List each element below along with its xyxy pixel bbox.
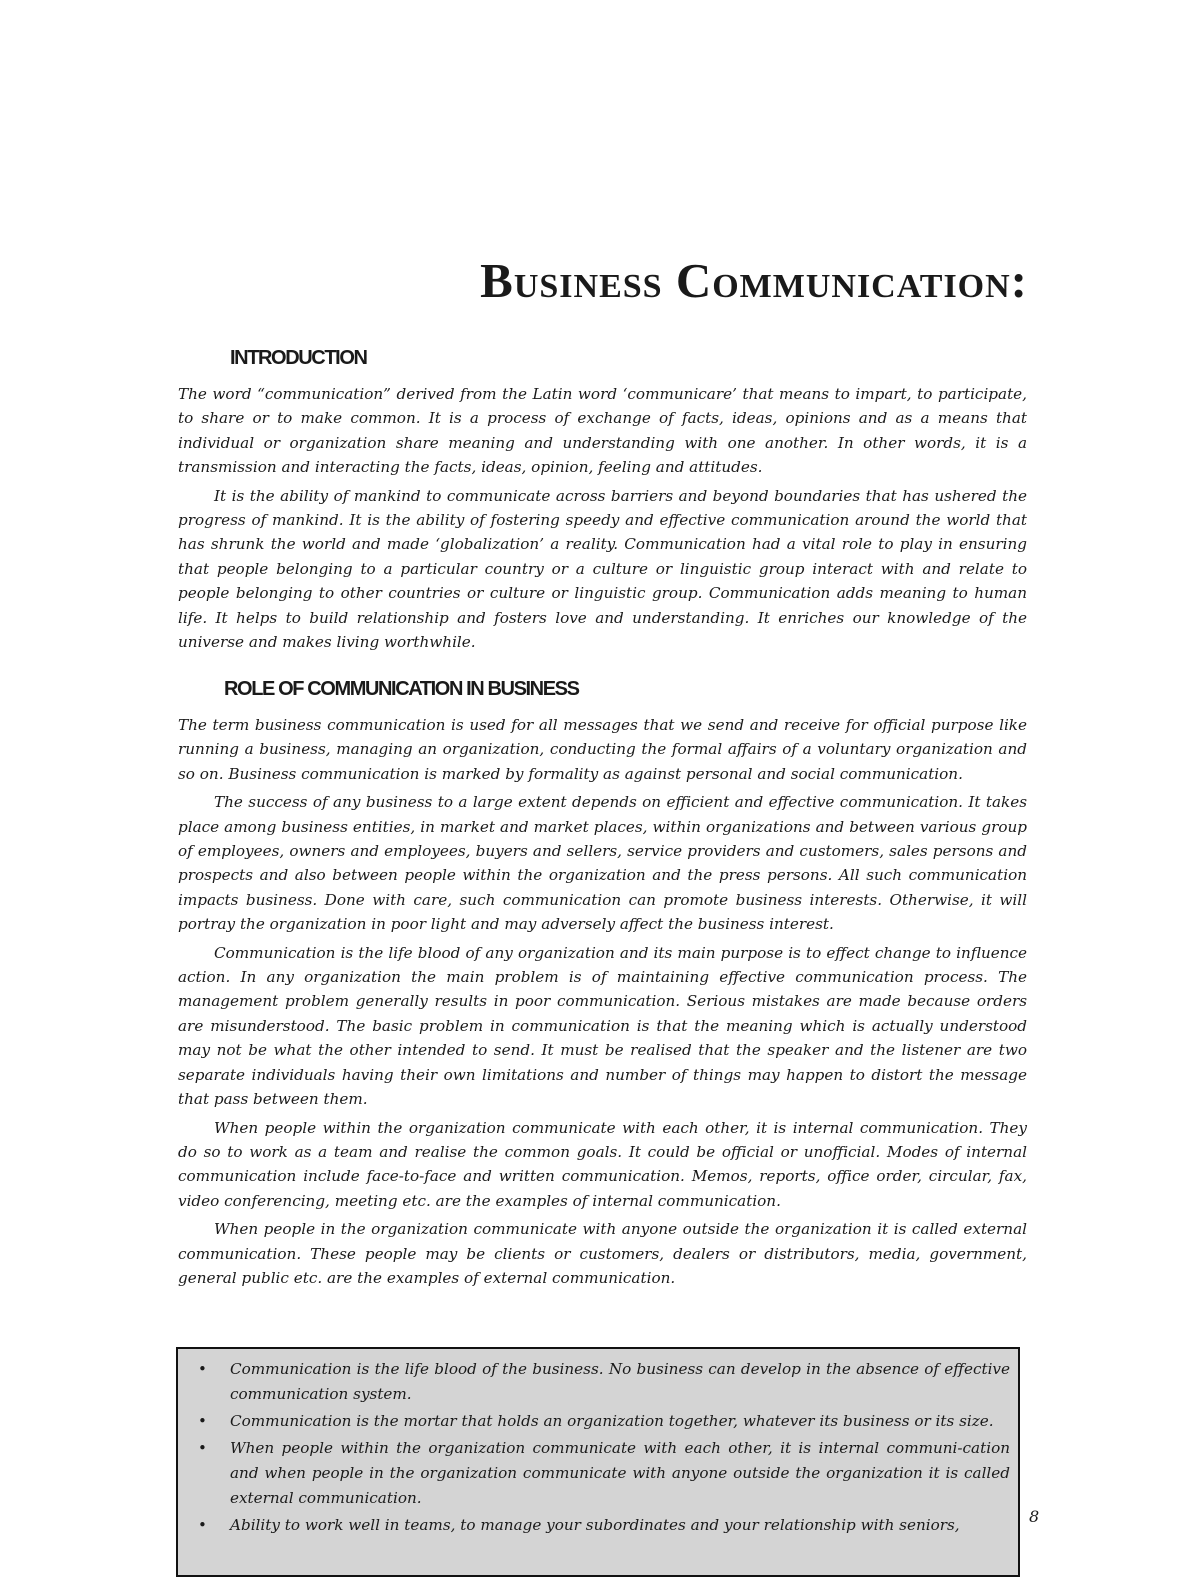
bullet-icon: •	[198, 1516, 207, 1534]
paragraph: It is the ability of mankind to communicate across barriers and beyond boundaries that has ushered the progress of mankind. It is the ability of fostering speedy and effective communication around the world that has shrunk the world and made ‘globalization’ a reality. Communication had a vital role to play in ensuring that people belonging to a particular country or a culture or linguistic group interact with and relate to people belonging to other countries or culture or linguistic group. Communication adds meaning to human life. It helps to build relationship and fosters love and understanding. It enriches our knowledge of the universe and makes living worthwhile.	[178, 486, 1027, 652]
key-point-text: Ability to work well in teams, to manage your subordinates and your relationship with seniors,	[230, 1516, 960, 1534]
key-points-box	[176, 1347, 1020, 1577]
section-heading-introduction: INTRODUCTION	[230, 347, 367, 369]
bullet-icon: •	[198, 1439, 207, 1457]
paragraph: Communication is the life blood of any organization and its main purpose is to effect change to influence action. In any organization the main problem is of maintaining effective communication process. The management problem generally results in poor communication. Serious mistakes are made because orders are misunderstood. The basic problem in communication is that the meaning which is actually understood may not be what the other intended to send. It must be realised that the speaker and the listener are two separate individuals having their own limitations and number of things may happen to distort the message that pass between them.	[178, 943, 1027, 1109]
key-point-text: When people within the organization communicate with each other, it is internal communi-cation and when people in the organization communicate with anyone outside the organization it is called external communication.	[230, 1439, 1010, 1507]
role-of-communication-body	[178, 713, 1027, 1294]
paragraph: The success of any business to a large extent depends on efficient and effective communication. It takes place among business entities, in market and market places, within organizations and between various group of employees, owners and employees, buyers and sellers, service providers and customers, sales persons and prospects and also between people within the organization and the press persons. All such communication impacts business. Done with care, such communication can promote business interests. Otherwise, it will portray the organization in poor light and may adversely affect the business interest.	[178, 793, 1027, 934]
bullet-icon: •	[198, 1412, 207, 1430]
section-heading-role-of-communication: ROLE OF COMMUNICATION IN BUSINESS	[224, 678, 579, 700]
paragraph: When people in the organization communicate with anyone outside the organization it is called external communication. These people may be clients or customers, dealers or distributors, media, government, general public etc. are the examples of external communication.	[178, 1220, 1027, 1287]
key-point-text: Communication is the life blood of the business. No business can develop in the absence of effective communication system.	[230, 1360, 1010, 1403]
key-point-item	[178, 1436, 1010, 1511]
chapter-title: Business Communication:	[480, 253, 1028, 308]
bullet-icon: •	[198, 1360, 207, 1378]
key-point-text: Communication is the mortar that holds an organization together, whatever its business or its size.	[230, 1412, 994, 1430]
key-point-item	[178, 1357, 1010, 1407]
page-number: 8	[1029, 1507, 1040, 1526]
paragraph: The word “communication” derived from the Latin word ‘communicare’ that means to impart, to participate, to share or to make common. It is a process of exchange of facts, ideas, opinions and as a means that individual or organization share meaning and understanding with one another. In other words, it is a transmission and interacting the facts, ideas, opinion, feeling and attitudes.	[178, 385, 1027, 477]
paragraph: When people within the organization communicate with each other, it is internal communication. They do so to work as a team and realise the common goals. It could be official or unofficial. Modes of internal communication include face-to-face and written communication. Memos, reports, office order, circular, fax, video conferencing, meeting etc. are the examples of internal communication.	[178, 1118, 1027, 1210]
key-point-item	[178, 1409, 1010, 1434]
paragraph: The term business communication is used for all messages that we send and receive for official purpose like running a business, managing an organization, conducting the formal affairs of a voluntary organization and so on. Business communication is marked by formality as against personal and social communication.	[178, 716, 1027, 783]
introduction-body	[178, 382, 1027, 658]
key-point-item	[178, 1513, 1010, 1538]
key-points-list	[178, 1357, 1010, 1538]
